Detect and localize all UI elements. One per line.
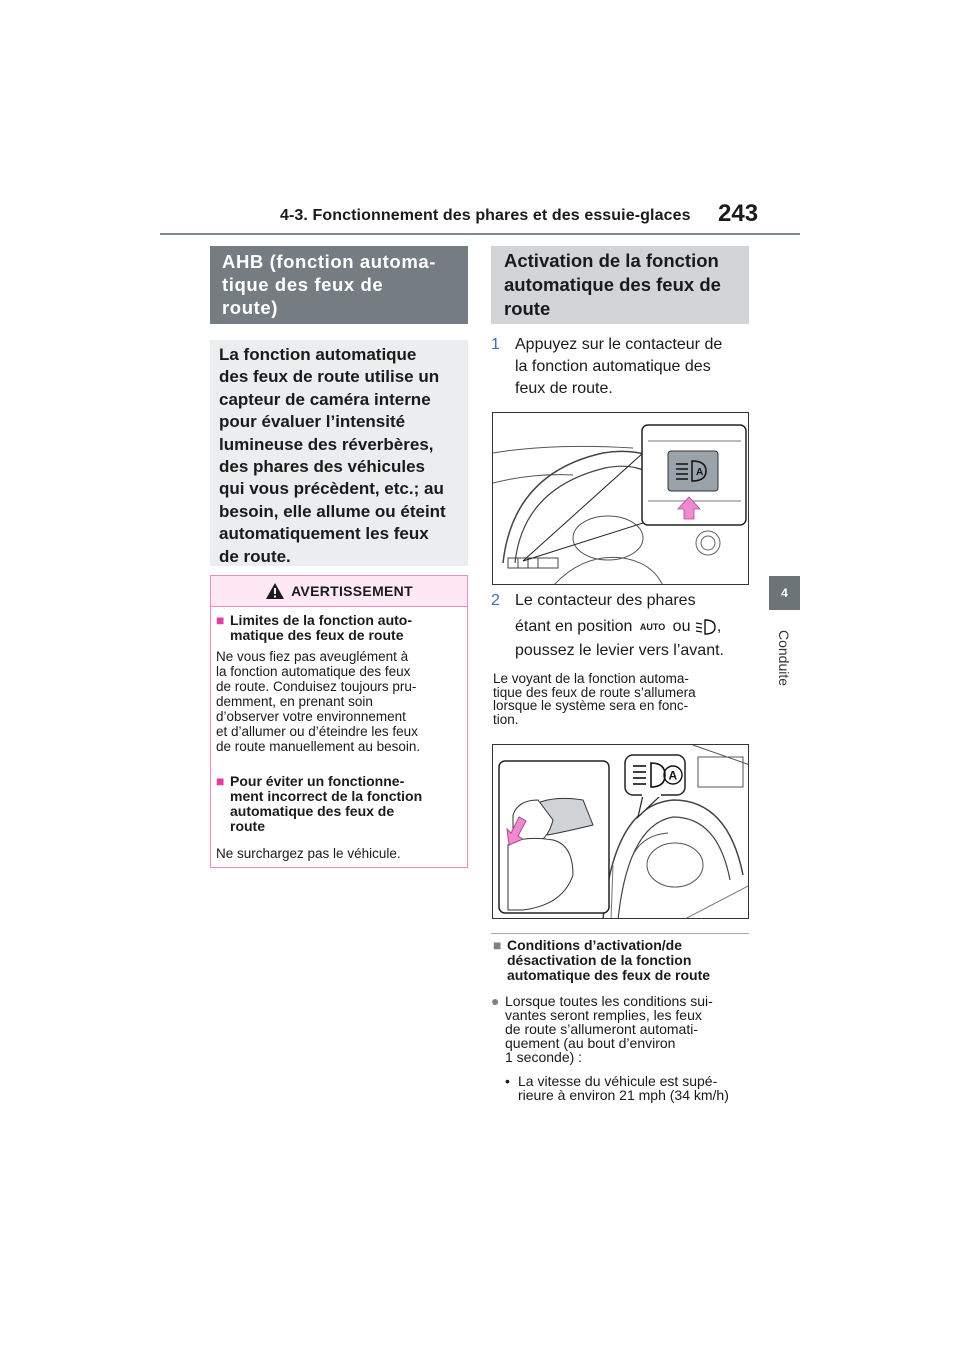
step-2: 2 Le contacteur des phares étant en position AUTO ou , poussez le levier vers l’avant.	[491, 590, 724, 662]
warning-item-text: Ne surchargez pas le véhicule.	[216, 846, 401, 861]
square-bullet-icon: ■	[493, 937, 502, 953]
header-title: 4-3. Fonctionnement des phares et des essuie-glaces	[280, 207, 691, 224]
svg-text:A: A	[696, 467, 704, 478]
warning-item-title: ■ Limites de la fonction auto- matique des feux de route	[216, 612, 413, 643]
auto-position-label: AUTO	[639, 622, 666, 632]
dashboard-switch-illustration	[492, 412, 749, 585]
step-number: 1	[491, 336, 500, 353]
dashboard-drawing	[493, 413, 749, 585]
lever-drawing	[493, 745, 749, 919]
header-rule	[160, 233, 800, 235]
conditions-title: ■ Conditions d’activation/de désactivation de la fonction automatique des feux de route	[493, 937, 711, 983]
lever-push-illustration	[492, 744, 749, 919]
warning-separator	[211, 606, 467, 607]
warning-box	[210, 575, 468, 868]
section-heading-activation: Activation de la fonction automatique des feux de route	[491, 246, 749, 324]
page-number: 243	[718, 200, 759, 227]
square-bullet-icon: ■	[216, 773, 225, 789]
warning-item-title: ■ Pour éviter un fonctionne- ment incorrect de la fonction automatique des feux de route	[216, 773, 423, 834]
warning-title: AVERTISSEMENT	[291, 583, 413, 599]
step-1: 1 Appuyez sur le contacteur de la fonction automatique des feux de route.	[491, 334, 722, 400]
headlight-icon	[695, 618, 717, 636]
svg-text:A: A	[668, 768, 678, 783]
warning-header	[211, 576, 467, 606]
conditions-rule	[491, 933, 749, 934]
indicator-note: Le voyant de la fonction automa- tique des feux de route s’allumera lorsque le système sera en fonc- tion.	[493, 671, 696, 727]
section-heading-ahb: AHB (fonction automa- tique des feux de route)	[210, 246, 468, 324]
chapter-tab[interactable]: 4	[769, 576, 800, 610]
chapter-label: Conduite	[776, 629, 792, 687]
warning-triangle-icon	[265, 582, 285, 600]
step-number: 2	[491, 592, 500, 609]
intro-box: La fonction automatique des feux de route utilise un capteur de caméra interne pour évaluer l’intensité lumineuse des réverbères, des phares des véhicules qui vous précèdent, etc.; au besoin, elle allume ou éteint automatiquement les feux de route.	[210, 340, 468, 566]
conditions-bullet: ● Lorsque toutes les conditions sui- vantes seront remplies, les feux de route s’allumeront automati- quement (au bout d’environ 1 seconde) :	[491, 993, 713, 1065]
round-bullet-icon: ●	[491, 993, 500, 1009]
square-bullet-icon: ■	[216, 612, 225, 628]
warning-item-text: Ne vous fiez pas aveuglément à la fonction automatique des feux de route. Conduisez toujours pru- demment, en prenant soin d’observer votre environnement et d’allumer ou d’éteindre les feux de route manuellement au besoin.	[216, 649, 421, 754]
conditions-sub-bullet: • La vitesse du véhicule est supé- rieure à environ 21 mph (34 km/h)	[505, 1073, 729, 1103]
